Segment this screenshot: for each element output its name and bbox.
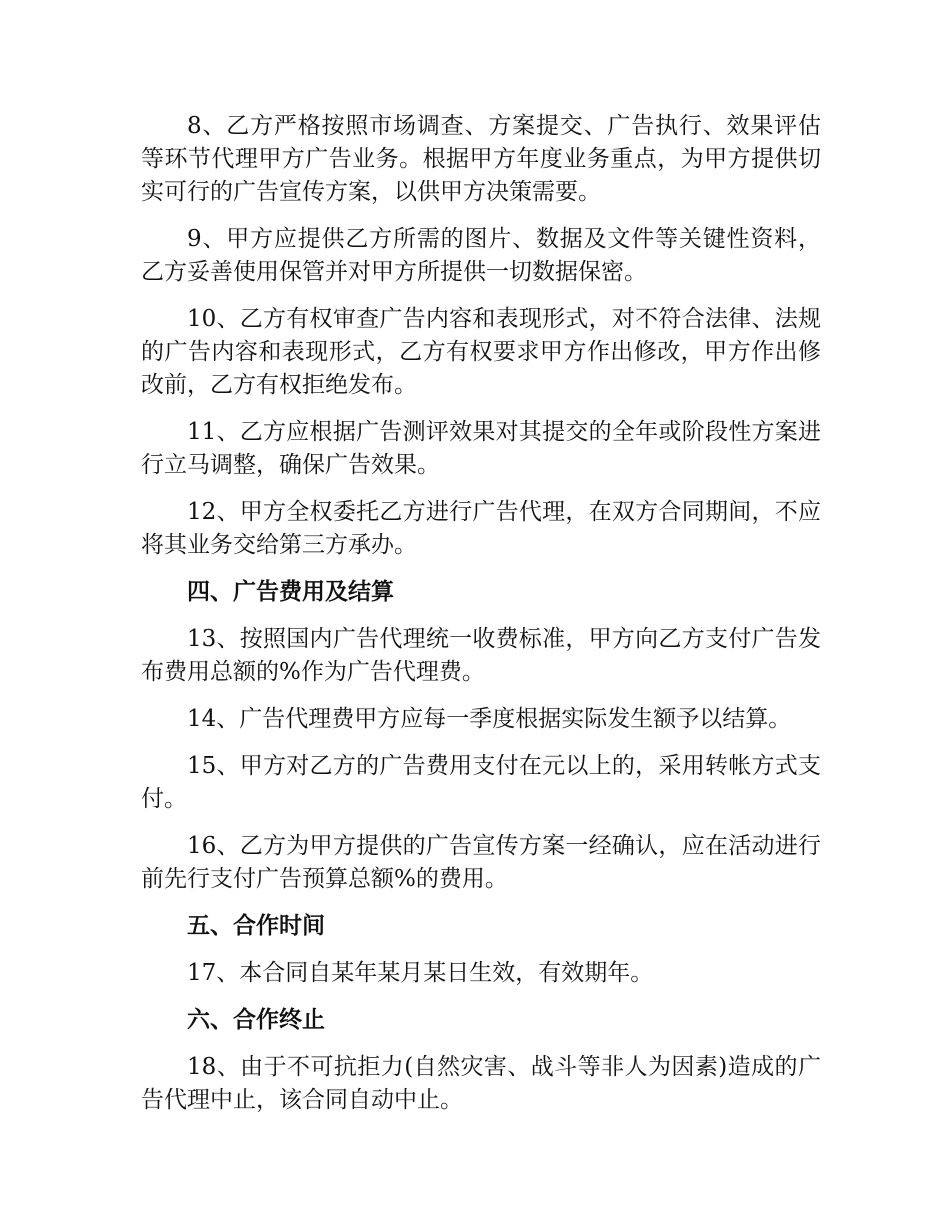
document-page <box>141 110 821 1131</box>
section-heading-termination: 六、合作终止 <box>187 1007 325 1033</box>
clause-14: 14、广告代理费甲方应每一季度根据实际发生额予以结算。 <box>187 706 792 732</box>
clause-16: 16、乙方为甲方提供的广告宣传方案一经确认，应在活动进行前先行支付广告预算总额%的费用。 <box>141 833 821 892</box>
clause-13: 13、按照国内广告代理统一收费标准，甲方向乙方支付广告发布费用总额的%作为广告代理费。 <box>141 626 821 685</box>
clause-15: 15、甲方对乙方的广告费用支付在元以上的，采用转帐方式支付。 <box>141 753 821 812</box>
section-heading-period: 五、合作时间 <box>187 913 325 939</box>
clause-11: 11、乙方应根据广告测评效果对其提交的全年或阶段性方案进行立马调整，确保广告效果。 <box>141 419 821 478</box>
section-heading-fees: 四、广告费用及结算 <box>187 579 394 605</box>
clause-12: 12、甲方全权委托乙方进行广告代理，在双方合同期间，不应将其业务交给第三方承办。 <box>141 499 821 558</box>
clause-9: 9、甲方应提供乙方所需的图片、数据及文件等关键性资料，乙方妥善使用保管并对甲方所提供一切数据保密。 <box>141 226 821 285</box>
clause-8: 8、乙方严格按照市场调查、方案提交、广告执行、效果评估等环节代理甲方广告业务。根据甲方年度业务重点，为甲方提供切实可行的广告宣传方案，以供甲方决策需要。 <box>141 113 821 205</box>
clause-17: 17、本合同自某年某月某日生效，有效期年。 <box>187 960 654 986</box>
clause-10: 10、乙方有权审查广告内容和表现形式，对不符合法律、法规的广告内容和表现形式，乙方有权要求甲方作出修改，甲方作出修改前，乙方有权拒绝发布。 <box>141 306 821 398</box>
clause-18: 18、由于不可抗拒力(自然灾害、战斗等非人为因素)造成的广告代理中止，该合同自动中止。 <box>141 1054 821 1113</box>
